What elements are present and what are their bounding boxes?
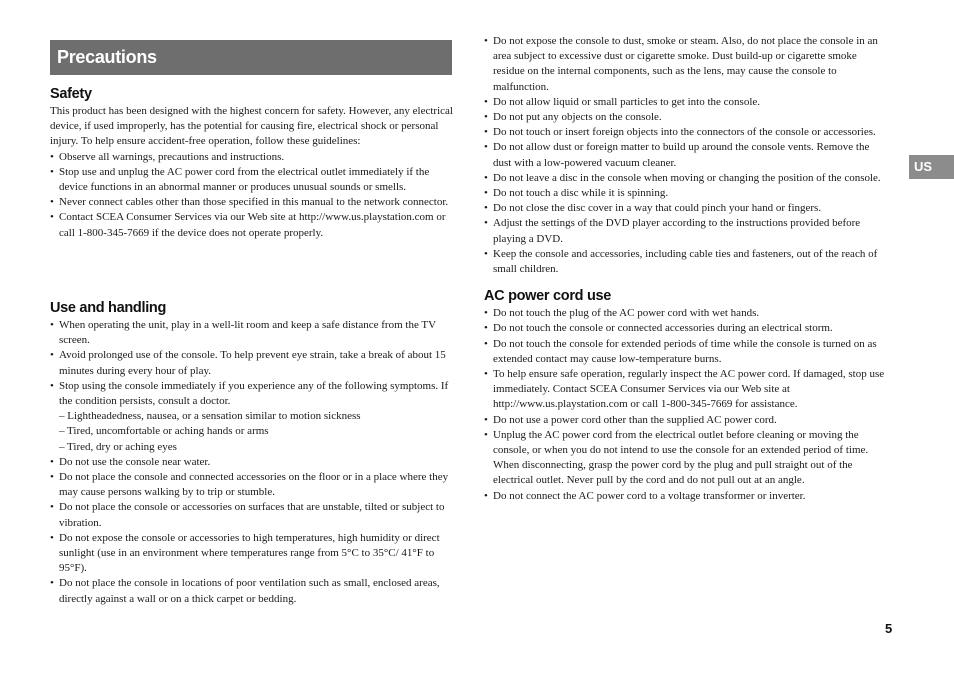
list-item: • Do not use the console near water. [50, 455, 454, 470]
list-item: • Never connect cables other than those specified in this manual to the network connector. [50, 195, 454, 210]
list-item: • Do not touch or insert foreign objects into the connectors of the console or accessories. [484, 125, 888, 140]
list-item: • Stop use and unplug the AC power cord from the electrical outlet immediately if the device functions in an abnormal manner or produces unusual sounds or smells. [50, 165, 454, 195]
list-item: • Do not expose the console or accessories to high temperatures, high humidity or direct sunlight (use in an environment where temperatures range from 5°C to 35°C/ 41°F to 95°F). [50, 531, 454, 577]
list-item: • Do not allow dust or foreign matter to build up around the console vents. Remove the dust with a low-powered vacuum cleaner. [484, 140, 888, 170]
list-item: • Do not touch the plug of the AC power cord with wet hands. [484, 306, 888, 321]
ac-power-list [484, 306, 888, 504]
safety-intro: This product has been designed with the highest concern for safety. However, any electrical device, if used improperly, has the potential for causing fire, electrical shock or personal injury. To help ensure accident-free operation, follow these guidelines: [50, 105, 453, 148]
list-item: • Do not leave a disc in the console when moving or changing the position of the console. [484, 171, 888, 186]
list-item: • Keep the console and accessories, including cable ties and fasteners, out of the reach of small children. [484, 247, 888, 277]
list-item: • Do not expose the console to dust, smoke or steam. Also, do not place the console in an area subject to excessive dust or cigarette smoke. Dust build-up or cigarette smoke residue on the internal components, such as the lens, may cause the console to malfunction. [484, 34, 888, 95]
use-handling-list [50, 318, 454, 607]
list-item: • Contact SCEA Consumer Services via our Web site at http://www.us.playstation.com or call 1-800-345-7669 if the device does not operate properly. [50, 210, 454, 240]
symptom-item: – Lightheadedness, nausea, or a sensation similar to motion sickness [59, 410, 361, 423]
list-item: • Do not use a power cord other than the supplied AC power cord. [484, 413, 888, 428]
ac-power-heading: AC power cord use [484, 288, 612, 305]
symptom-item: – Tired, uncomfortable or aching hands or arms [59, 425, 269, 438]
list-item: • Do not place the console and connected accessories on the floor or in a place where they may cause persons walking by to trip or stumble. [50, 470, 454, 500]
right-column [484, 34, 888, 504]
list-item: • Adjust the settings of the DVD player according to the instructions provided before playing a DVD. [484, 216, 888, 246]
list-item: • To help ensure safe operation, regularly inspect the AC power cord. If damaged, stop use immediately. Contact SCEA Consumer Services via our Web site at http://www.us.playstation.com or call 1-800-345-7669 for assistance. [484, 367, 888, 413]
page-title: Precautions [50, 40, 452, 75]
list-item: • Do not place the console or accessories on surfaces that are unstable, tilted or subject to vibration. [50, 500, 454, 530]
list-item: • Do not connect the AC power cord to a voltage transformer or inverter. [484, 489, 888, 504]
list-item: • Avoid prolonged use of the console. To help prevent eye strain, take a break of about 15 minutes during every hour of play. [50, 348, 454, 378]
page-number: 5 [885, 621, 893, 636]
language-tab: US [909, 155, 954, 179]
list-item: • Do not close the disc cover in a way that could pinch your hand or fingers. [484, 201, 888, 216]
list-item: • Do not touch a disc while it is spinning. [484, 186, 888, 201]
list-item: • Do not touch the console or connected accessories during an electrical storm. [484, 321, 888, 336]
use-handling-section [50, 299, 454, 607]
list-item: • Unplug the AC power cord from the electrical outlet before cleaning or moving the console, or when you do not intend to use the console for an extended period of time. When disconnecting, grasp the power cord by the plug and pull straight out of the electrical outlet. Never pull by the cord and do not pull out at an angle. [484, 428, 888, 489]
ac-power-section [484, 287, 888, 504]
list-item: • Do not touch the console for extended periods of time while the console is turned on as extended contact may cause low-temperature burns. [484, 337, 888, 367]
safety-section [50, 85, 454, 241]
list-item [50, 379, 454, 455]
safety-list [50, 150, 454, 241]
symptom-item: – Tired, dry or aching eyes [59, 440, 177, 453]
list-item: • Do not put any objects on the console. [484, 110, 888, 125]
list-item: • Observe all warnings, precautions and instructions. [50, 150, 454, 165]
general-precautions-list [484, 34, 888, 277]
list-item: • When operating the unit, play in a well-lit room and keep a safe distance from the TV screen. [50, 318, 454, 348]
safety-heading: Safety [50, 86, 92, 102]
list-item: • Do not allow liquid or small particles to get into the console. [484, 95, 888, 110]
use-handling-heading: Use and handling [50, 300, 167, 316]
symptoms-text: Stop using the console immediately if you experience any of the following symptoms. If the condition persists, consult a doctor. [59, 379, 449, 408]
list-item: • Do not place the console in locations of poor ventilation such as small, enclosed areas, directly against a wall or on a thick carpet or bedding. [50, 576, 454, 606]
